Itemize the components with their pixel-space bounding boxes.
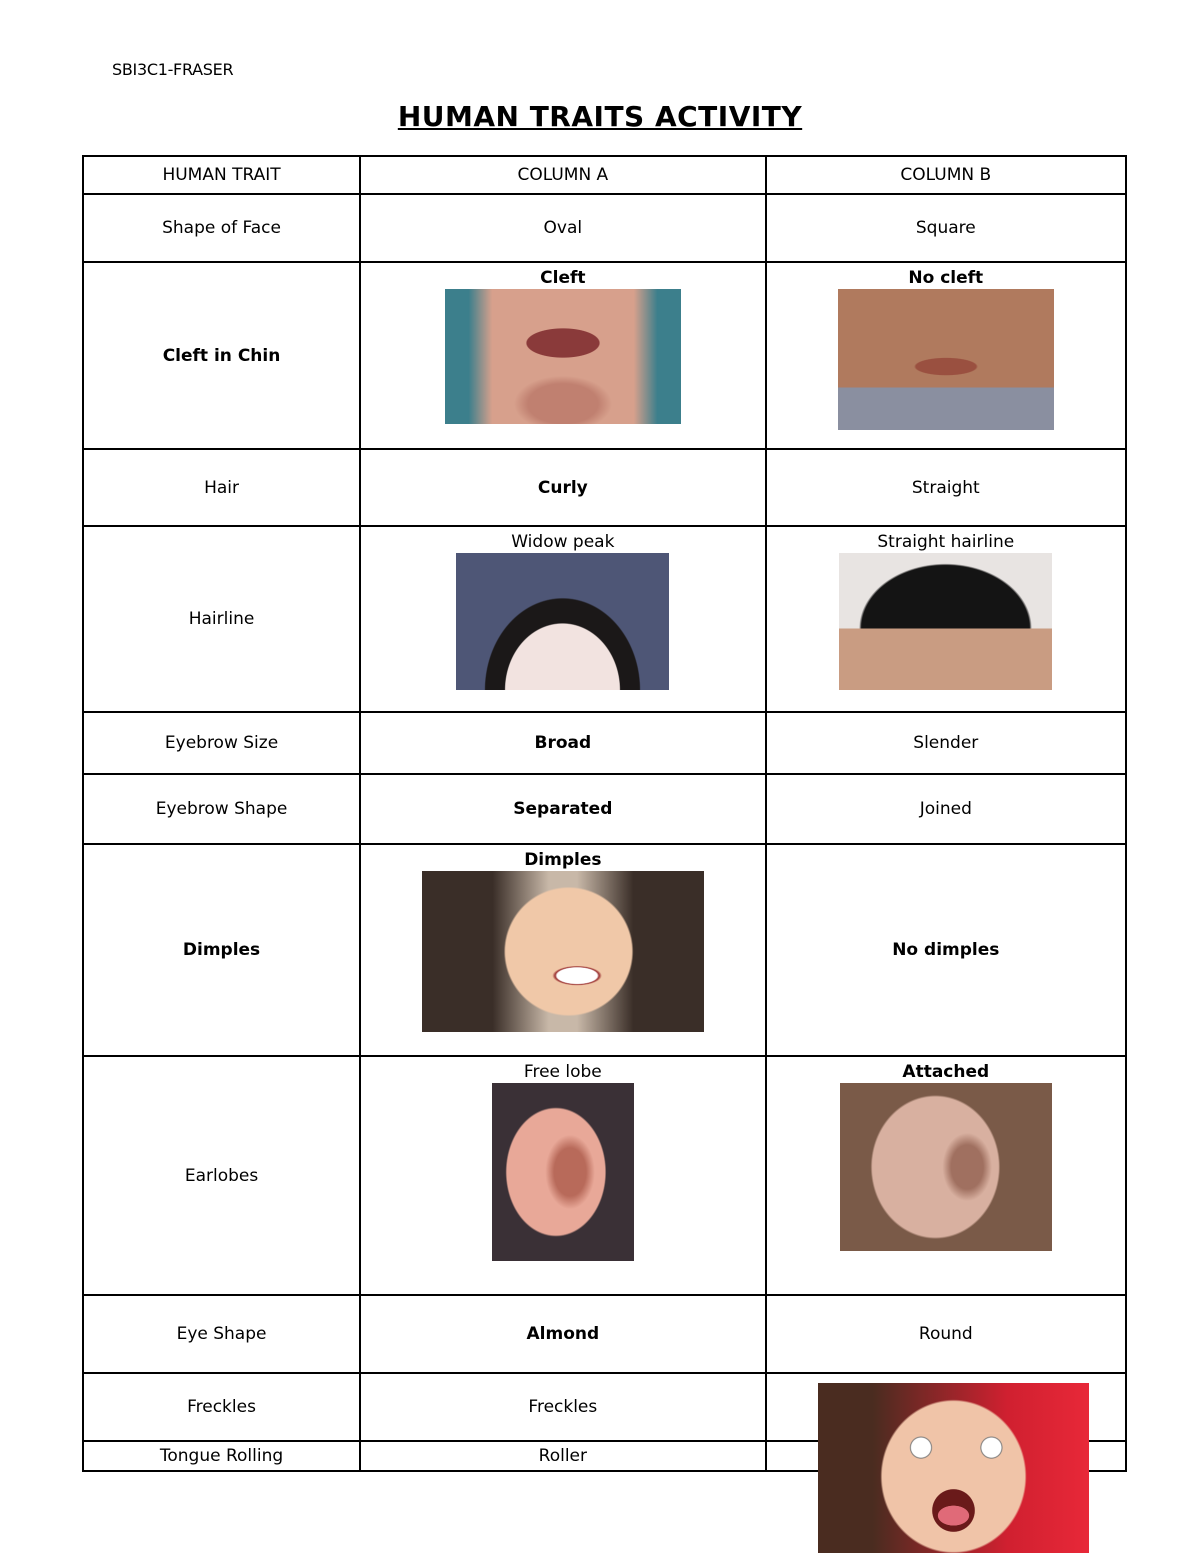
column-b-cell: Joined xyxy=(766,774,1126,844)
column-b-cell: Straight xyxy=(766,449,1126,526)
straight-hairline-photo xyxy=(839,553,1052,690)
table-row xyxy=(83,712,1126,774)
column-a-cell: Separated xyxy=(360,774,766,844)
table-row xyxy=(83,774,1126,844)
column-a-cell xyxy=(360,526,766,712)
cleft-chin-photo xyxy=(445,289,681,424)
column-header: COLUMN A xyxy=(360,156,766,194)
column-b-cell xyxy=(766,526,1126,712)
table-row xyxy=(83,449,1126,526)
cell-label: Widow peak xyxy=(511,532,615,552)
column-b-cell: Slender xyxy=(766,712,1126,774)
cell-label: Straight hairline xyxy=(877,532,1015,552)
column-a-cell: Roller xyxy=(360,1441,766,1471)
trait-cell: Eye Shape xyxy=(83,1295,360,1373)
trait-cell: Eyebrow Shape xyxy=(83,774,360,844)
column-header: COLUMN B xyxy=(766,156,1126,194)
free-lobe-photo xyxy=(492,1083,634,1261)
cell-label: Attached xyxy=(902,1062,990,1082)
table-row xyxy=(83,262,1126,449)
widow-peak-photo xyxy=(456,553,669,690)
table-row xyxy=(83,1295,1126,1373)
header-code: SBI3C1-FRASER xyxy=(112,60,234,79)
table-row xyxy=(83,194,1126,262)
trait-cell: Dimples xyxy=(83,844,360,1056)
cell-label: No cleft xyxy=(908,268,984,288)
column-a-cell: Curly xyxy=(360,449,766,526)
column-b-cell xyxy=(766,262,1126,449)
table-header-row xyxy=(83,156,1126,194)
table-row xyxy=(83,844,1126,1056)
table-row xyxy=(83,1056,1126,1295)
column-b-cell: Square xyxy=(766,194,1126,262)
column-a-cell: Oval xyxy=(360,194,766,262)
column-a-cell: Almond xyxy=(360,1295,766,1373)
trait-cell: Earlobes xyxy=(83,1056,360,1295)
trait-cell: Freckles xyxy=(83,1373,360,1441)
trait-cell: Shape of Face xyxy=(83,194,360,262)
column-b-cell xyxy=(766,1056,1126,1295)
column-b-cell: No dimples xyxy=(766,844,1126,1056)
table-row xyxy=(83,526,1126,712)
trait-cell: Tongue Rolling xyxy=(83,1441,360,1471)
trait-cell: Hair xyxy=(83,449,360,526)
page-title: HUMAN TRAITS ACTIVITY xyxy=(397,100,803,133)
column-a-cell xyxy=(360,844,766,1056)
trait-cell: Cleft in Chin xyxy=(83,262,360,449)
trait-cell: Eyebrow Size xyxy=(83,712,360,774)
column-a-cell xyxy=(360,262,766,449)
traits-table xyxy=(82,155,1127,1472)
column-b-cell: Round xyxy=(766,1295,1126,1373)
column-a-cell xyxy=(360,1056,766,1295)
cell-label: Free lobe xyxy=(523,1062,602,1082)
cell-label: Dimples xyxy=(524,850,602,870)
trait-cell: Hairline xyxy=(83,526,360,712)
cell-label: Cleft xyxy=(540,268,586,288)
dimples-photo xyxy=(422,871,704,1032)
attached-lobe-photo xyxy=(840,1083,1052,1251)
no-cleft-photo xyxy=(838,289,1054,430)
column-header: HUMAN TRAIT xyxy=(83,156,360,194)
column-a-cell: Freckles xyxy=(360,1373,766,1441)
tongue-rolling-photo xyxy=(818,1383,1089,1553)
column-a-cell: Broad xyxy=(360,712,766,774)
